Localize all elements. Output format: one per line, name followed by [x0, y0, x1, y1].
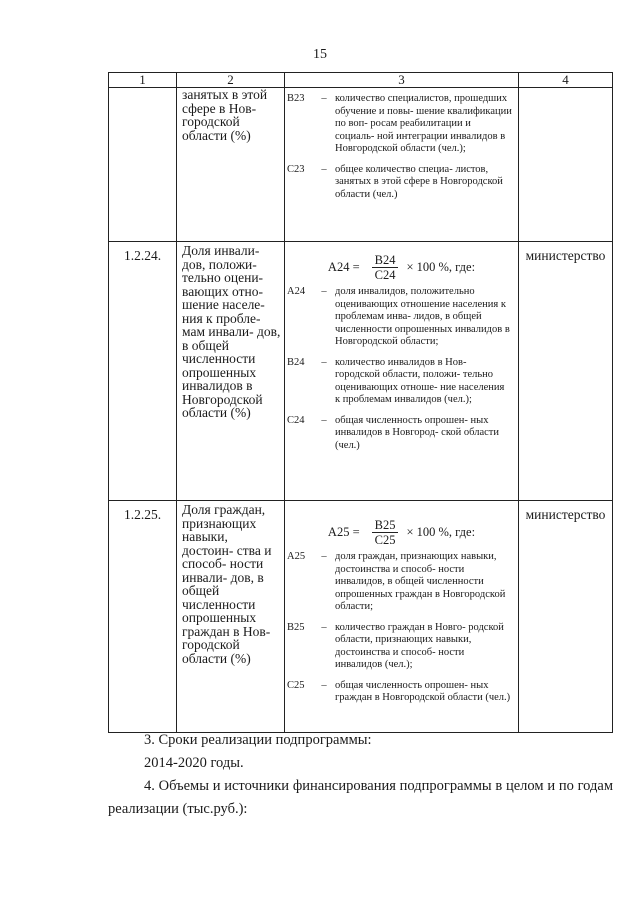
formula-numerator: B24	[372, 253, 399, 268]
table-row	[109, 88, 613, 242]
header-cell: 4	[519, 73, 613, 88]
header-cell: 1	[109, 73, 177, 88]
def-dash: –	[321, 621, 327, 633]
responsible-ministry: министерство	[519, 242, 613, 501]
row-number: 1.2.25.	[109, 501, 177, 733]
def-text: количество инвалидов в Нов- городской области, положи- тельно оценивающих отноше- ние населения к проблемам инвалидов (чел.);	[335, 356, 505, 405]
indicator-name: Доля инвали- дов, положи- тельно оцени- вающих отно- шение населе- ния к проблe- мам инвали- дов, в общей численности опрошенных инвалидов в Новгородской области (%)	[177, 242, 285, 501]
section-3-years: 2014-2020 годы.	[144, 755, 244, 771]
definition	[285, 164, 518, 202]
header-cell: 2	[177, 73, 285, 88]
def-text: доля граждан, признающих навыки, достоинства и способ- ности инвалидов, в общей численности опрошенных граждан в Новгородской области;	[335, 551, 506, 612]
definition	[285, 680, 518, 705]
definition	[285, 551, 518, 614]
formula-rest: × 100 %, где:	[406, 259, 476, 274]
responsible-ministry	[519, 88, 613, 242]
def-text: количество специалистов, прошедших обучение и повы- шение квалификации по воп- росам реабилитации и социаль- ной интеграции инвалидов в Новгородской области (чел.);	[335, 93, 512, 154]
formula-lhs: A24 =	[327, 259, 360, 274]
def-dash: –	[321, 551, 327, 562]
formula-cell	[285, 88, 519, 242]
def-text: количество граждан в Новго- родской области, признающих навыки, достоинства и способ- ности инвалидов (чел.);	[335, 621, 504, 670]
def-dash: –	[321, 163, 327, 175]
formula-fraction	[372, 518, 399, 547]
def-text: общая численность опрошен- ных граждан в Новгородской области (чел.)	[335, 679, 511, 703]
def-dash: –	[321, 286, 327, 297]
formula-denominator: C25	[374, 532, 396, 547]
formula	[285, 248, 518, 286]
definition	[285, 93, 518, 156]
def-symbol: B25	[287, 621, 305, 633]
def-symbol: B24	[287, 356, 305, 368]
indicator-table	[108, 72, 613, 733]
section-4-text: 4. Объемы и источники финансирования подпрограммы в целом и по годам реализации (тыс.руб.):	[108, 778, 613, 817]
def-text: доля инвалидов, положительно оценивающих отношение населения к проблемам инва- лидов, в общей численности опрошенных инвалидов в Новгородской области;	[335, 286, 510, 347]
table-row	[109, 501, 613, 733]
page-number: 15	[313, 47, 327, 62]
def-symbol: A24	[287, 286, 306, 297]
table-header-row	[109, 73, 613, 88]
indicator-name: Доля граждан, признающих навыки, достоин- ства и способ- ности инвали- дов, в общей численности опрошенных граждан в Нов- городской области (%)	[177, 501, 285, 733]
def-dash: –	[321, 414, 327, 426]
formula-numerator: B25	[372, 518, 399, 533]
formula-denominator: C24	[374, 267, 396, 282]
formula	[285, 513, 518, 551]
def-symbol: A25	[287, 551, 306, 562]
def-symbol: C25	[287, 679, 305, 691]
indicator-name: занятых в этой сфере в Нов- городской области (%)	[177, 88, 285, 242]
definition	[285, 286, 518, 349]
def-text: общая численность опрошен- ных инвалидов в Новгород- ской области (чел.)	[335, 414, 499, 451]
formula-lhs: A25 =	[327, 524, 360, 539]
formula-fraction	[372, 253, 399, 282]
def-text: общее количество специа- листов, занятых в этой сфере в Новгородской области (чел.)	[335, 163, 503, 200]
row-number	[109, 88, 177, 242]
def-dash: –	[321, 93, 327, 104]
def-symbol: B23	[287, 93, 305, 104]
section-3-title: 3. Сроки реализации подпрограммы:	[144, 732, 372, 748]
formula-cell	[285, 242, 519, 501]
formula-cell	[285, 501, 519, 733]
responsible-ministry: министерство	[519, 501, 613, 733]
table-row	[109, 242, 613, 501]
def-dash: –	[321, 356, 327, 368]
def-symbol: C23	[287, 163, 305, 175]
formula-rest: × 100 %, где:	[406, 524, 476, 539]
definition	[285, 357, 518, 407]
definition	[285, 415, 518, 453]
header-cell: 3	[285, 73, 519, 88]
row-number: 1.2.24.	[109, 242, 177, 501]
def-dash: –	[321, 679, 327, 691]
def-symbol: C24	[287, 414, 305, 426]
definition	[285, 622, 518, 672]
